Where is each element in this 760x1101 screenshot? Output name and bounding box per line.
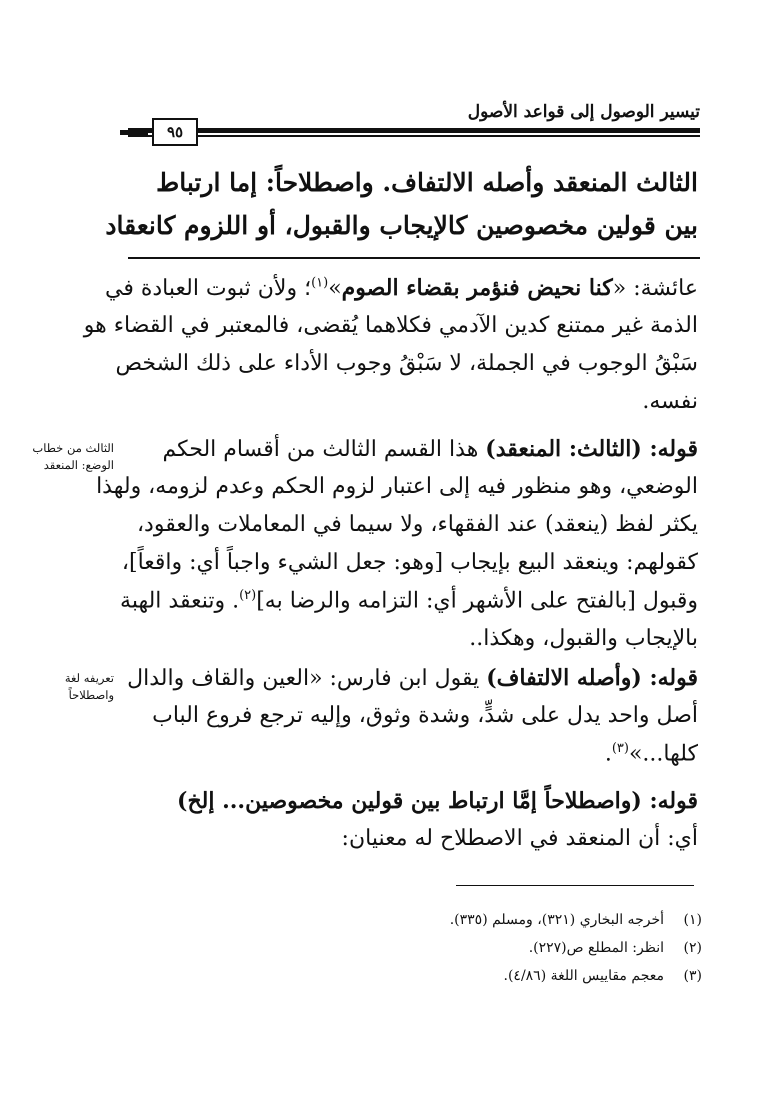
footnote-2-number: (٢) bbox=[683, 940, 702, 956]
commentary2-line-1 bbox=[127, 665, 698, 691]
definition-line-2: بين قولين مخصوصين كالإيجاب والقبول، أو اللزوم كانعقاد bbox=[105, 211, 698, 240]
commentary2-line-2: أصل واحد يدل على شدٍّ، وشدة وثوق، وإليه ترجع فروع الباب bbox=[152, 703, 698, 728]
quote-close: » bbox=[328, 276, 342, 301]
continuation-line-2: الذمة غير ممتنع كدين الآدمي فكلاهما يُقضى، فالمعتبر في القضاء هو bbox=[83, 313, 698, 338]
footnote-3 bbox=[504, 968, 703, 984]
commentary1-line-2: الوضعي، وهو منظور فيه إلى اعتبار لزوم الحكم وعدم لزومه، ولهذا bbox=[96, 474, 698, 499]
footnote-1-text: أخرجه البخاري (٣٢١)، ومسلم (٣٣٥). bbox=[449, 912, 664, 928]
footnote-2 bbox=[529, 940, 702, 956]
commentary3-line-1 bbox=[177, 788, 698, 814]
commentary3-lead: قوله: bbox=[641, 788, 698, 814]
commentary1-line-3: يكثر لفظ (ينعقد) عند الفقهاء، ولا سيما في المعاملات والعقود، bbox=[136, 512, 698, 537]
margin-note-1-line-2: الوضع: المنعقد bbox=[43, 458, 114, 472]
footnote-ref-1: (١) bbox=[311, 275, 329, 291]
footnote-ref-2: (٢) bbox=[239, 588, 257, 603]
definition-line-1: الثالث المنعقد وأصله الالتفاف. واصطلاحاً: إما ارتباط bbox=[156, 168, 698, 197]
margin-note-1-line-1: الثالث من خطاب bbox=[32, 441, 114, 455]
header-rule-left bbox=[120, 130, 148, 135]
commentary1-line-5-b: . وتنعقد الهبة bbox=[120, 588, 240, 614]
continuation-line-3: سَبْقُ الوجوب في الجملة، لا سَبْقُ وجوب الأداء على ذلك الشخص bbox=[115, 351, 698, 376]
footnote-ref-3: (٣) bbox=[611, 741, 629, 756]
continuation-prefix: عائشة: « bbox=[612, 276, 698, 301]
margin-note-1 bbox=[10, 440, 114, 474]
commentary1-lead: قوله: bbox=[641, 436, 698, 462]
page-number: ٩٥ bbox=[152, 118, 198, 146]
header-rule-thin bbox=[128, 135, 700, 137]
footnote-1-number: (١) bbox=[683, 912, 702, 928]
continuation-line-1 bbox=[105, 275, 698, 301]
footnote-3-number: (٣) bbox=[683, 968, 702, 984]
commentary2-line-3 bbox=[605, 741, 698, 766]
footnote-1 bbox=[450, 912, 702, 928]
commentary2-line-1-rest: يقول ابن فارس: «العين والقاف والدال bbox=[127, 666, 487, 691]
commentary1-heading: (الثالث: المنعقد) bbox=[485, 436, 642, 462]
continuation-suffix: ؛ ولأن ثبوت العبادة في bbox=[104, 276, 312, 301]
commentary1-line-6: بالإيجاب والقبول، وهكذا.. bbox=[469, 626, 698, 651]
commentary2-line-3-b: . bbox=[604, 741, 612, 767]
commentary1-line-5-a: وقبول [بالفتح على الأشهر أي: التزامه والرضا به] bbox=[256, 588, 698, 614]
running-title: تيسير الوصول إلى قواعد الأصول bbox=[467, 102, 700, 122]
commentary2-heading: (وأصله الالتفاف) bbox=[486, 665, 642, 691]
header-rule-thick bbox=[128, 128, 700, 133]
commentary1-line-5 bbox=[120, 588, 698, 613]
margin-note-2 bbox=[10, 670, 114, 704]
margin-note-2-line-2: واصطلاحاً bbox=[68, 688, 114, 702]
section-separator bbox=[128, 257, 700, 259]
commentary3-heading: (واصطلاحاً إمَّا ارتباط بين قولين مخصوصين... إلخ) bbox=[177, 788, 642, 814]
continuation-line-4: نفسه. bbox=[642, 389, 698, 414]
commentary2-lead: قوله: bbox=[641, 665, 698, 691]
footnote-3-text: معجم مقاييس اللغة (٤/٨٦). bbox=[503, 968, 664, 984]
footnote-2-text: انظر: المطلع ص(٢٢٧). bbox=[528, 940, 664, 956]
commentary1-line-1 bbox=[162, 436, 698, 462]
margin-note-2-line-1: تعريفه لغة bbox=[64, 671, 114, 685]
commentary1-line-4: كقولهم: وينعقد البيع بإيجاب [وهو: جعل الشيء واجباً أي: واقعاً]، bbox=[121, 550, 698, 575]
commentary3-line-2: أي: أن المنعقد في الاصطلاح له معنيان: bbox=[341, 826, 698, 851]
commentary2-line-3-a: كلها...» bbox=[628, 741, 698, 767]
hadith-quote: كنا نحيض فنؤمر بقضاء الصوم bbox=[341, 275, 613, 301]
commentary1-line-1-rest: هذا القسم الثالث من أقسام الحكم bbox=[162, 437, 486, 462]
footnote-rule bbox=[456, 885, 694, 886]
